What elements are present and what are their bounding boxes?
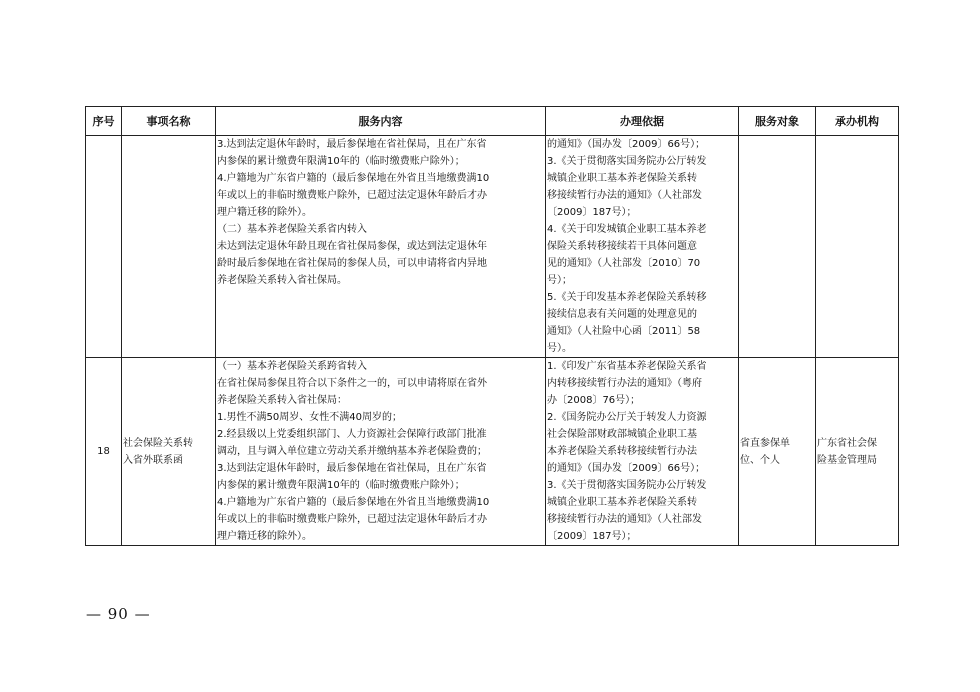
row-basis xyxy=(546,358,739,546)
table-row xyxy=(86,136,899,358)
table-header-row xyxy=(86,107,899,136)
header-agency: 承办机构 xyxy=(816,107,899,136)
basis-line: 内转移接续暂行办法的通知》（粤府 xyxy=(547,378,702,389)
content-line: 3.达到法定退休年龄时，最后参保地在省社保局，且在广东省 xyxy=(217,139,487,150)
basis-line: 通知》（人社险中心函〔2011〕58 xyxy=(547,326,701,337)
basis-line: 城镇企业职工基本养老保险关系转 xyxy=(547,497,697,508)
agency-line: 广东省社会保 xyxy=(817,437,877,449)
row-number: 18 xyxy=(86,358,122,546)
basis-line: 的通知》（国办发〔2009〕66号）； xyxy=(547,139,706,150)
header-target: 服务对象 xyxy=(739,107,816,136)
content-line: 4.户籍地为广东省户籍的（最后参保地在外省且当地缴费满10 xyxy=(217,173,490,184)
service-table xyxy=(85,106,899,546)
basis-line: 号）； xyxy=(547,275,572,286)
basis-line: 城镇企业职工基本养老保险关系转 xyxy=(547,173,697,184)
row-agency xyxy=(816,358,899,546)
content-line: 3.达到法定退休年龄时，最后参保地在省社保局，且在广东省 xyxy=(217,463,487,474)
content-line: 养老保险关系转入省社保局。 xyxy=(217,275,347,286)
basis-line: 移接续暂行办法的通知》（人社部发 xyxy=(547,514,702,525)
target-line: 位、个人 xyxy=(740,454,780,466)
row-basis xyxy=(546,136,739,358)
basis-line: 接续信息表有关问题的处理意见的 xyxy=(547,309,697,320)
row-agency xyxy=(816,136,899,358)
content-line: 未达到法定退休年龄且现在省社保局参保，或达到法定退休年 xyxy=(217,241,487,252)
header-basis: 办理依据 xyxy=(546,107,739,136)
row-item-name xyxy=(122,358,216,546)
row-target xyxy=(739,136,816,358)
basis-line: 5.《关于印发基本养老保险关系转移 xyxy=(547,292,707,303)
page-number: — 90 — xyxy=(86,605,151,623)
row-target xyxy=(739,358,816,546)
basis-line: 〔2009〕187号）； xyxy=(547,531,637,542)
content-line: 1.男性不满50周岁、女性不满40周岁的； xyxy=(217,412,402,423)
basis-line: 号）。 xyxy=(547,343,572,354)
row-item-name xyxy=(122,136,216,358)
row-service-content xyxy=(216,136,546,358)
basis-line: 3.《关于贯彻落实国务院办公厅转发 xyxy=(547,156,707,167)
basis-line: 的通知》（国办发〔2009〕66号）； xyxy=(547,463,706,474)
content-line: 内参保的累计缴费年限满10年的（临时缴费账户除外）； xyxy=(217,480,465,491)
basis-line: 2.《国务院办公厅关于转发人力资源 xyxy=(547,412,707,423)
basis-line: 移接续暂行办法的通知》（人社部发 xyxy=(547,190,702,201)
content-line: 2.经县级以上党委组织部门、人力资源社会保障行政部门批准 xyxy=(217,429,487,440)
table-row xyxy=(86,358,899,546)
content-line: 内参保的累计缴费年限满10年的（临时缴费账户除外）； xyxy=(217,156,465,167)
item-name-line: 入省外联系函 xyxy=(123,454,183,466)
content-line: 理户籍迁移的除外）。 xyxy=(217,207,312,218)
basis-line: 本养老保险关系转移接续暂行办法 xyxy=(547,446,697,457)
content-line: 在省社保局参保且符合以下条件之一的，可以申请将原在省外 xyxy=(217,378,487,389)
content-line: （一）基本养老保险关系跨省转入 xyxy=(217,361,367,372)
header-service-content: 服务内容 xyxy=(216,107,546,136)
agency-line: 险基金管理局 xyxy=(817,454,877,466)
basis-line: 社会保险部财政部城镇企业职工基 xyxy=(547,429,697,440)
basis-line: 保险关系转移接续若干具体问题意 xyxy=(547,241,697,252)
content-line: 调动，且与调入单位建立劳动关系并缴纳基本养老保险费的； xyxy=(217,446,487,457)
header-number: 序号 xyxy=(86,107,122,136)
target-line: 省直参保单 xyxy=(740,437,790,449)
row-number xyxy=(86,136,122,358)
basis-line: 见的通知》（人社部发〔2010〕70 xyxy=(547,258,701,269)
basis-line: 1.《印发广东省基本养老保险关系省 xyxy=(547,361,707,372)
content-line: 年或以上的非临时缴费账户除外，已超过法定退休年龄后才办 xyxy=(217,514,487,525)
content-line: 养老保险关系转入省社保局： xyxy=(217,395,347,406)
item-name-line: 社会保险关系转 xyxy=(123,437,193,449)
content-line: 4.户籍地为广东省户籍的（最后参保地在外省且当地缴费满10 xyxy=(217,497,490,508)
header-item-name: 事项名称 xyxy=(122,107,216,136)
content-line: 年或以上的非临时缴费账户除外，已超过法定退休年龄后才办 xyxy=(217,190,487,201)
basis-line: 3.《关于贯彻落实国务院办公厅转发 xyxy=(547,480,707,491)
row-service-content xyxy=(216,358,546,546)
content-line: 龄时最后参保地在省社保局的参保人员，可以申请将省内异地 xyxy=(217,258,487,269)
content-line: （二）基本养老保险关系省内转入 xyxy=(217,224,367,235)
basis-line: 〔2009〕187号）； xyxy=(547,207,637,218)
basis-line: 4.《关于印发城镇企业职工基本养老 xyxy=(547,224,707,235)
content-line: 理户籍迁移的除外）。 xyxy=(217,531,312,542)
basis-line: 办〔2008〕76号）； xyxy=(547,395,641,406)
